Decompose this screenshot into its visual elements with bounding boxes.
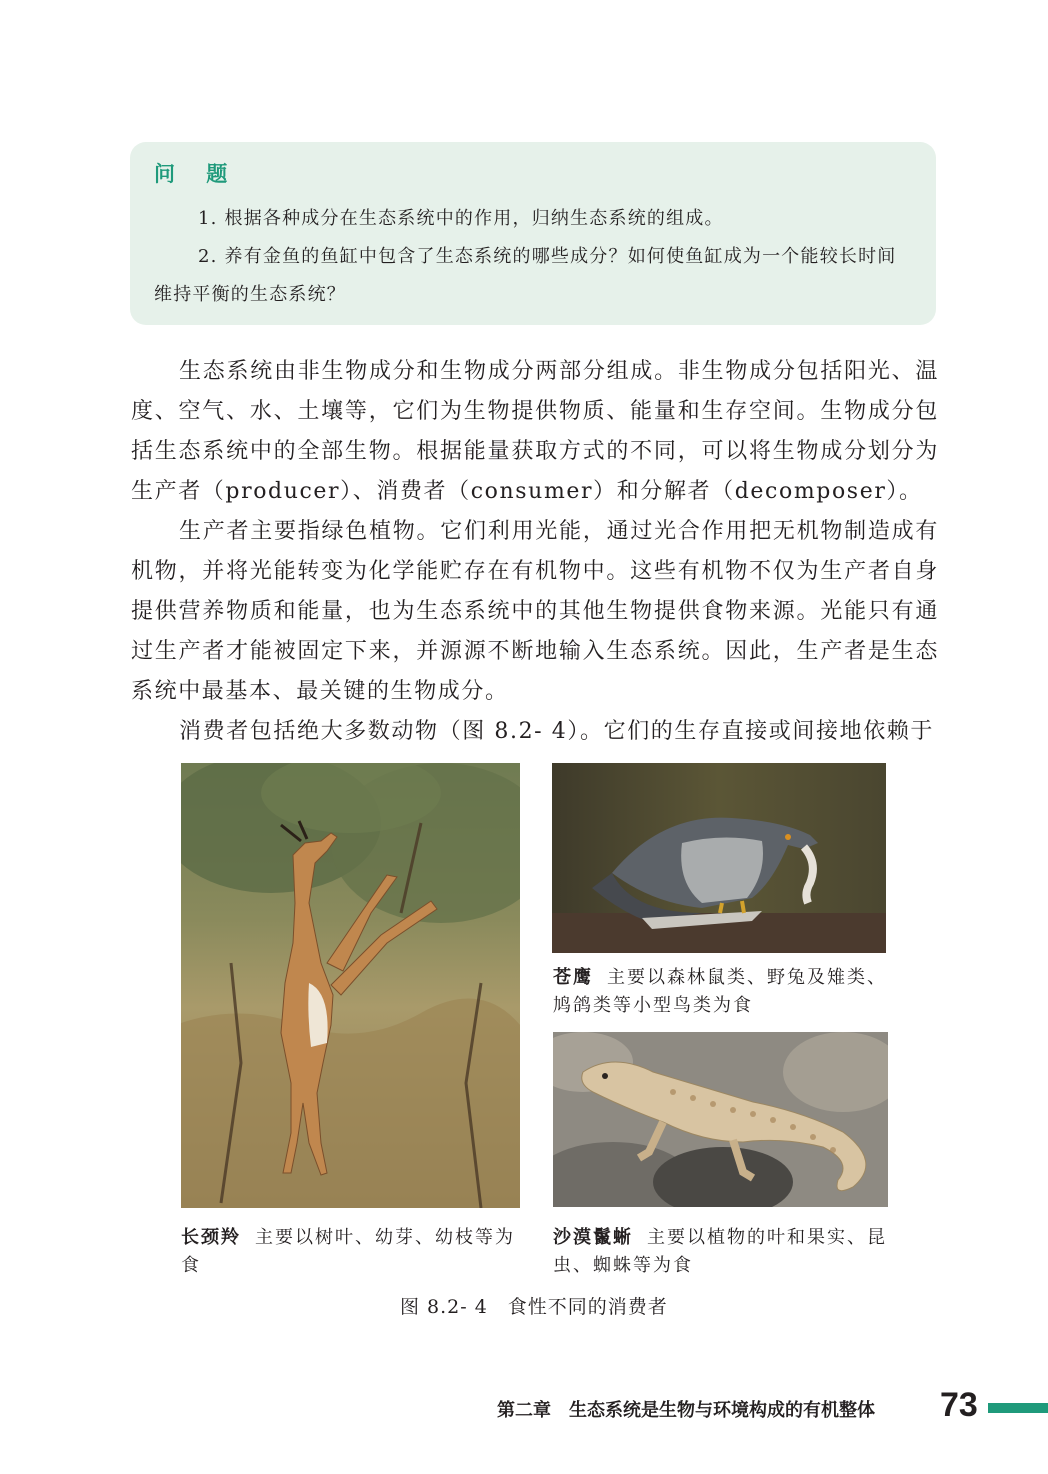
desert-iguana-name: 沙漠鬣蜥 <box>553 1227 633 1248</box>
question-item-2: 2. 养有金鱼的鱼缸中包含了生态系统的哪些成分？如何使鱼缸成为一个能较长时间维持平衡的生态系统？ <box>154 246 897 305</box>
goshawk-diet: 主要以森林鼠类、野兔及雉类、鸠鸽类等小型鸟类为食 <box>553 967 887 1016</box>
gerenuk-diet: 主要以树叶、幼芽、幼枝等为食 <box>181 1227 515 1276</box>
figure-caption: 图 8.2- 4 食性不同的消费者 <box>400 1296 668 1318</box>
gerenuk-name: 长颈羚 <box>181 1227 241 1248</box>
goshawk-caption <box>553 964 893 1020</box>
paragraph-producers: 生产者主要指绿色植物。它们利用光能，通过光合作用把无机物制造成有机物，并将光能转变为化学能贮存在有机物中。这些有机物不仅为生产者自身提供营养物质和能量，也为生态系统中的其他生物提供食物来源。光能只有通过生产者才能被固定下来，并源源不断地输入生态系统。因此，生产者是生态系统中最基本、最关键的生物成分。 <box>131 519 939 704</box>
gerenuk-caption <box>181 1224 526 1280</box>
footer-accent-bar <box>988 1403 1048 1413</box>
question-item-1: 1. 根据各种成分在生态系统中的作用，归纳生态系统的组成。 <box>198 208 724 229</box>
goshawk-photo <box>552 763 886 953</box>
question-title: 问 题 <box>154 162 240 186</box>
page-number: 73 <box>940 1386 978 1424</box>
desert-iguana-photo <box>553 1032 888 1207</box>
main-text <box>131 352 939 752</box>
desert-iguana-caption <box>553 1224 903 1280</box>
paragraph-consumers: 消费者包括绝大多数动物（图 8.2- 4）。它们的生存直接或间接地依赖于 <box>179 719 935 744</box>
desert-iguana-diet: 主要以植物的叶和果实、昆虫、蜘蛛等为食 <box>553 1227 887 1276</box>
paragraph-ecosystem-components: 生态系统由非生物成分和生物成分两部分组成。非生物成分包括阳光、温度、空气、水、土壤等，它们为生物提供物质、能量和生存空间。生物成分包括生态系统中的全部生物。根据能量获取方式的不同，可以将生物成分划分为生产者（producer）、消费者（consumer）和分解者（decomposer）。 <box>131 359 939 504</box>
question-list <box>154 200 914 314</box>
gerenuk-photo <box>181 763 520 1208</box>
question-box <box>130 142 936 325</box>
goshawk-name: 苍鹰 <box>553 967 593 988</box>
chapter-title: 第二章 生态系统是生物与环境构成的有机整体 <box>497 1400 875 1421</box>
